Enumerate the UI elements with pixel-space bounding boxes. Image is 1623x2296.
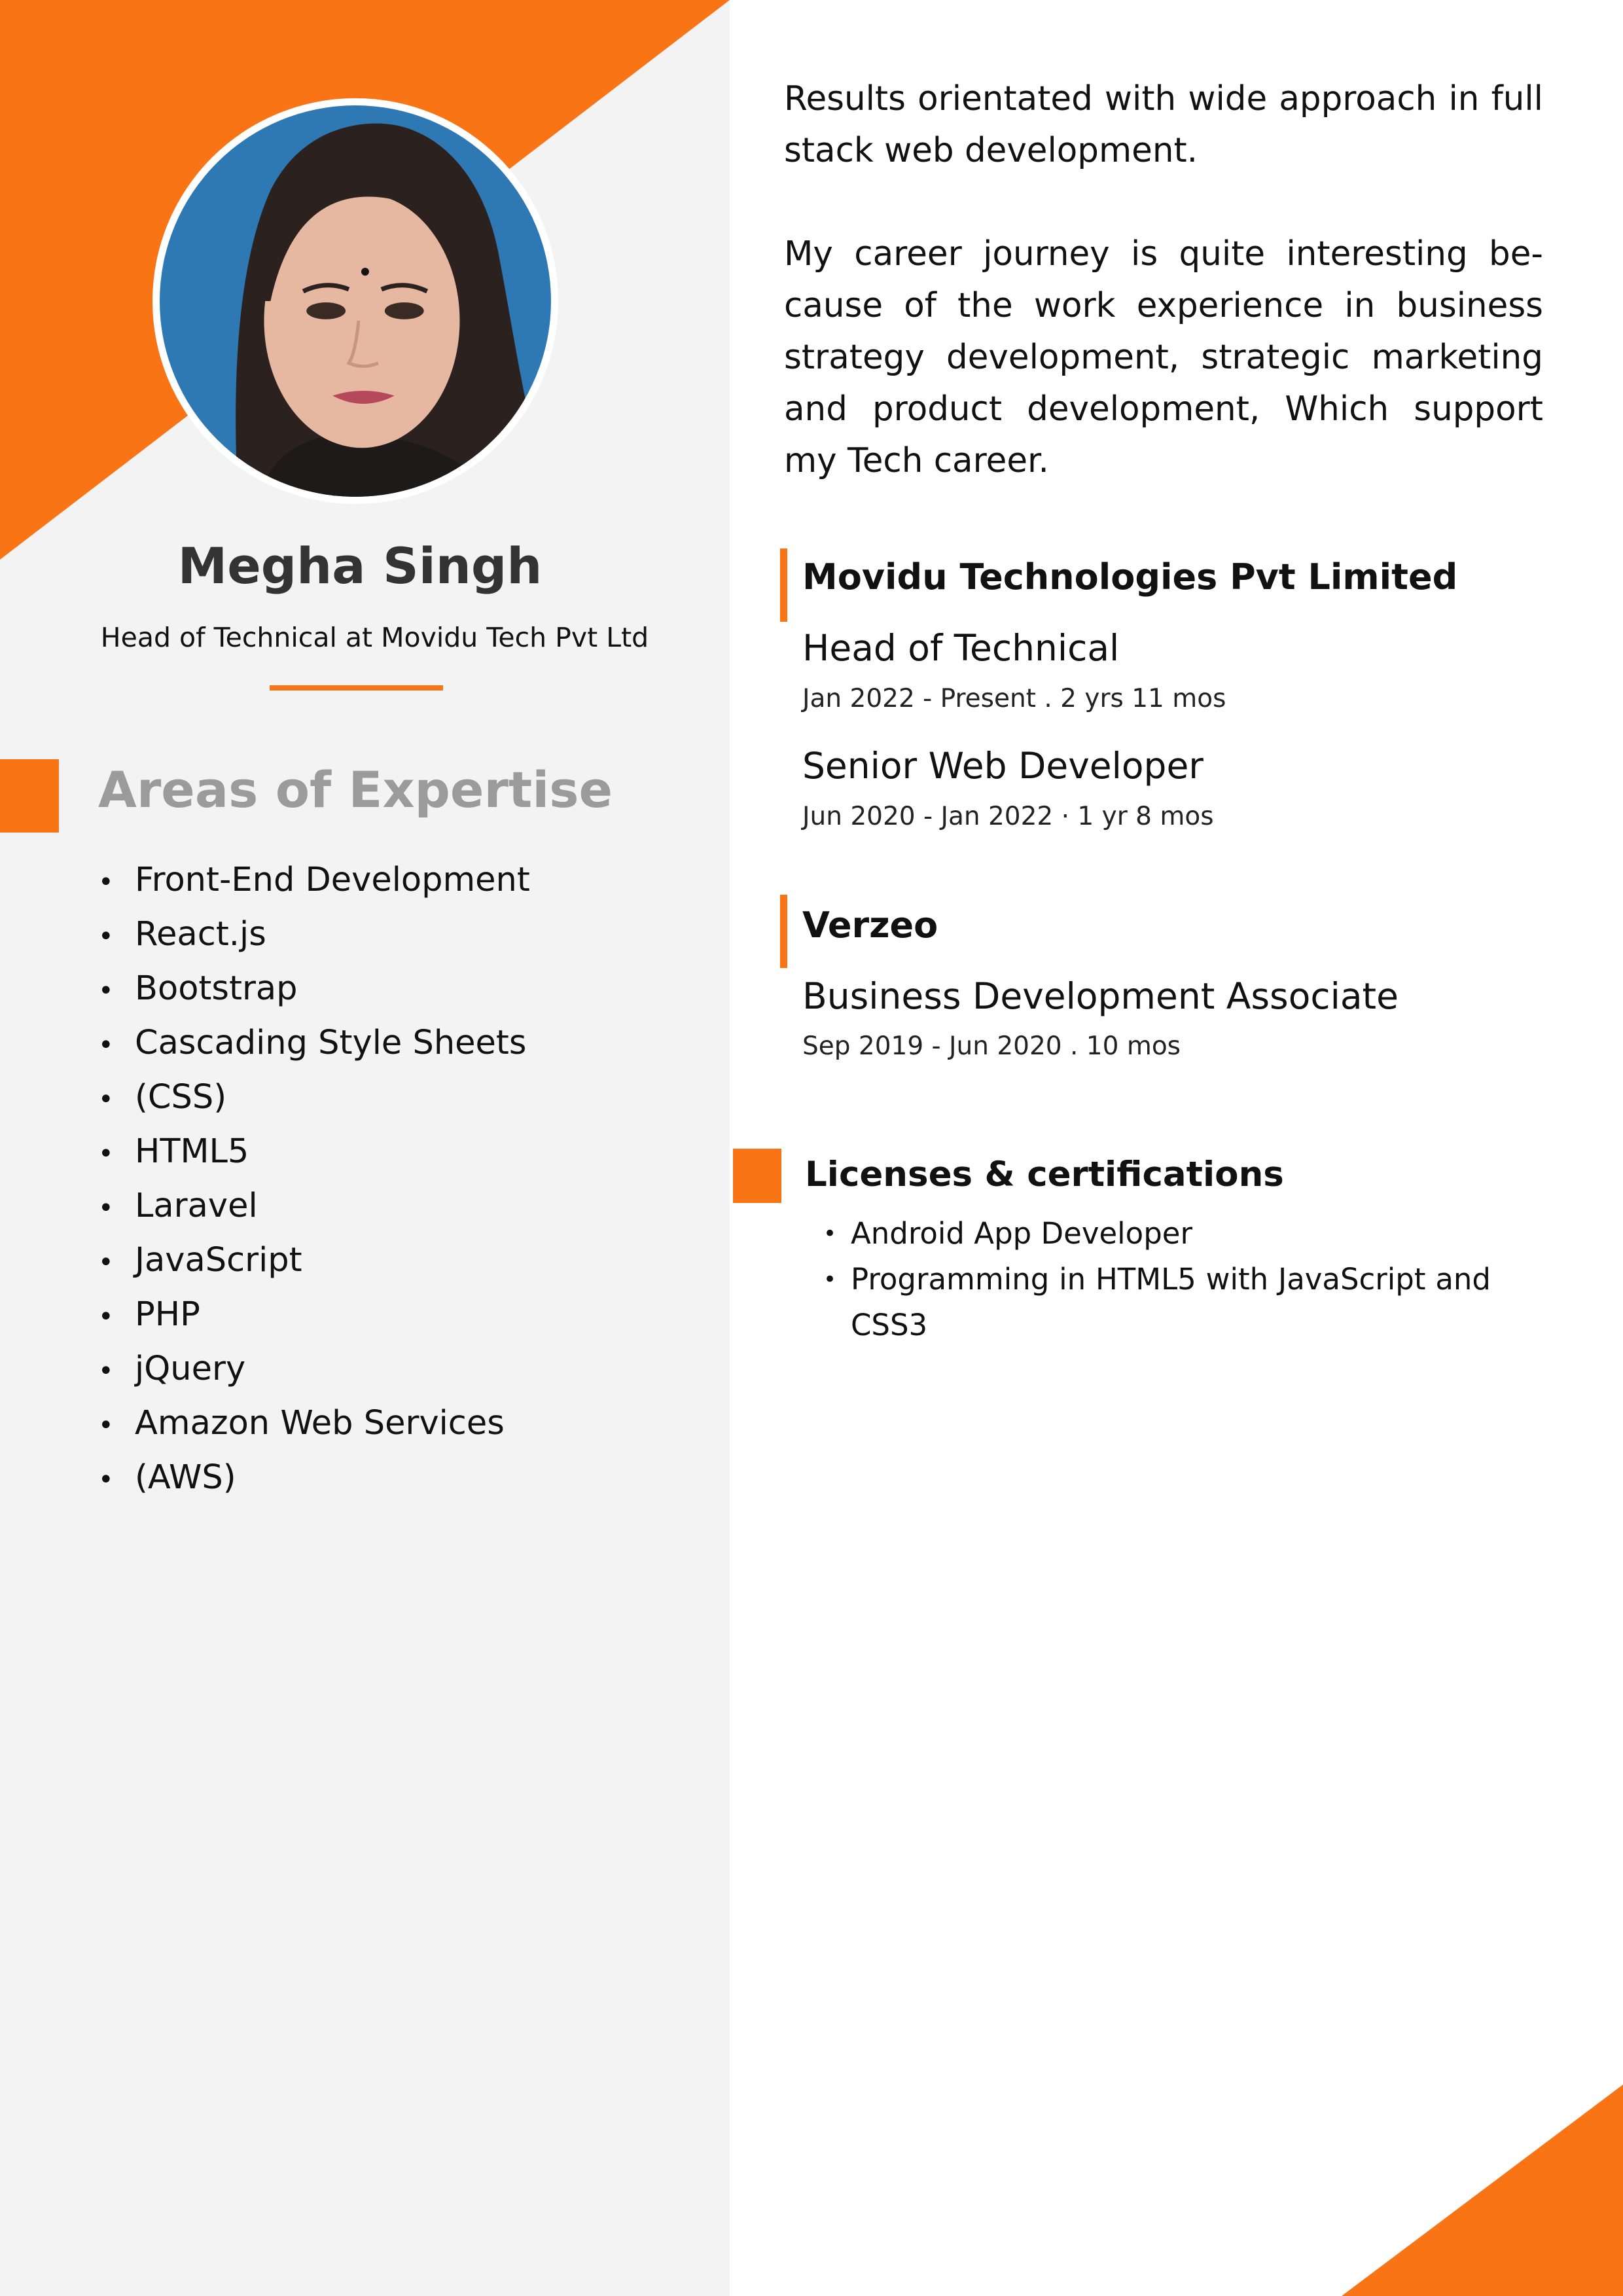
list-item: • jQuery [98,1343,530,1397]
company-marker [780,548,787,622]
headline: Head of Technical at Movidu Tech Pvt Ltd [100,622,649,653]
section-marker [0,759,59,833]
expertise-list [98,854,530,1506]
list-item: • JavaScript [98,1234,530,1289]
list-item: • PHP [98,1289,530,1343]
candidate-name: Megha Singh [177,537,543,595]
job-title: Head of Technical [802,627,1120,669]
list-item: • Amazon Web Services [98,1397,530,1452]
job-title: Senior Web Developer [802,745,1204,787]
job-dates: Sep 2019 - Jun 2020 . 10 mos [802,1031,1181,1061]
section-marker [733,1149,781,1203]
list-item: • HTML5 [98,1126,530,1180]
list-item: • Android App Developer [823,1211,1491,1257]
company-name: Movidu Technologies Pvt Limited [802,556,1458,598]
list-item: • Cascading Style Sheets [98,1017,530,1071]
list-item: • Bootstrap [98,963,530,1017]
list-item: • (CSS) [98,1071,530,1126]
list-item: • (AWS) [98,1452,530,1506]
list-item: • Programming in HTML5 with JavaScript and CSS3 [823,1257,1491,1348]
job-title: Business Development Associate [802,975,1399,1017]
profile-photo-icon [160,105,551,497]
list-item: • Laravel [98,1180,530,1234]
company-marker [780,895,787,968]
expertise-heading: Areas of Expertise [98,761,613,819]
summary [784,73,1543,539]
certifications-list [823,1211,1491,1348]
certifications-heading: Licenses & certifications [805,1155,1284,1194]
summary-paragraph: Results orientated with wide approach in full stack web development. [784,79,1543,170]
orange-corner-shape-bottom [1342,2085,1623,2296]
list-item: • React.js [98,908,530,963]
divider [270,685,443,691]
avatar [152,98,558,504]
company-name: Verzeo [802,905,938,946]
job-dates: Jun 2020 - Jan 2022 · 1 yr 8 mos [802,802,1214,831]
list-item: • Front-End Development [98,854,530,908]
summary-paragraph: My career journey is quite interesting be-cause of the work experience in business strategy development, strategic marketing and product development, Which support my Tech career. [784,234,1543,480]
job-dates: Jan 2022 - Present . 2 yrs 11 mos [802,684,1226,713]
